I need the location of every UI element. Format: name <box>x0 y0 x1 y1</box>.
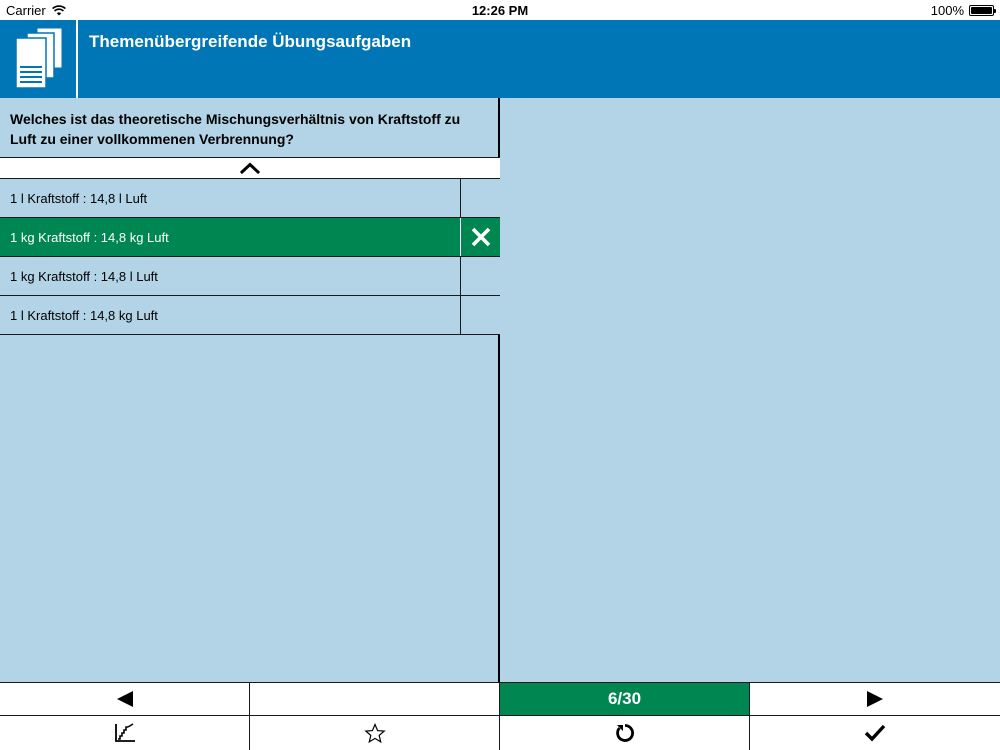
bottom-toolbar <box>0 682 1000 750</box>
answer-option-3[interactable] <box>0 257 500 296</box>
documents-icon <box>0 20 78 98</box>
battery-icon <box>969 5 994 16</box>
question-counter: 6/30 <box>500 683 750 715</box>
next-icon <box>866 690 884 708</box>
statistics-button[interactable] <box>0 716 250 750</box>
reset-button[interactable] <box>500 716 750 750</box>
chevron-up-icon <box>240 162 260 174</box>
page-title: Themenübergreifende Übungsaufgaben <box>89 32 412 51</box>
answer-label: 1 l Kraftstoff : 14,8 kg Luft <box>10 308 158 323</box>
answer-checkbox[interactable] <box>460 296 500 334</box>
answer-option-4[interactable] <box>0 296 500 335</box>
reload-icon <box>614 722 636 744</box>
answer-checkbox[interactable] <box>460 179 500 217</box>
answer-list <box>0 179 500 335</box>
statistics-icon <box>114 723 136 743</box>
clock: 12:26 PM <box>471 3 529 18</box>
app-header <box>0 20 1000 98</box>
answer-label: 1 kg Kraftstoff : 14,8 l Luft <box>10 269 158 284</box>
answer-label: 1 l Kraftstoff : 14,8 l Luft <box>10 191 148 206</box>
question-text: Welches ist das theoretische Mischungsverhältnis von Kraftstoff zu Luft zu einer vollkommenen Verbrennung? <box>10 111 461 147</box>
answer-option-1[interactable] <box>0 179 500 218</box>
carrier-label: Carrier <box>6 3 46 18</box>
explanation-panel <box>500 98 1000 682</box>
check-icon <box>864 724 886 742</box>
empty-cell <box>250 683 500 715</box>
question-panel <box>0 98 500 682</box>
bookmark-button[interactable] <box>250 716 500 750</box>
status-bar <box>0 0 1000 20</box>
previous-button[interactable] <box>0 683 250 715</box>
action-row <box>0 716 1000 750</box>
navigation-row <box>0 682 1000 716</box>
next-button[interactable] <box>750 683 1000 715</box>
answer-checkbox[interactable] <box>460 257 500 295</box>
star-icon <box>364 723 386 744</box>
status-right <box>931 3 994 18</box>
close-icon <box>471 227 491 247</box>
answer-option-2[interactable] <box>0 218 500 257</box>
battery-percent: 100% <box>930 3 964 18</box>
answer-label: 1 kg Kraftstoff : 14,8 kg Luft <box>10 230 169 245</box>
answer-checkbox[interactable] <box>460 218 500 256</box>
previous-icon <box>116 690 134 708</box>
collapse-button[interactable] <box>0 157 500 179</box>
check-answer-button[interactable] <box>750 716 1000 750</box>
